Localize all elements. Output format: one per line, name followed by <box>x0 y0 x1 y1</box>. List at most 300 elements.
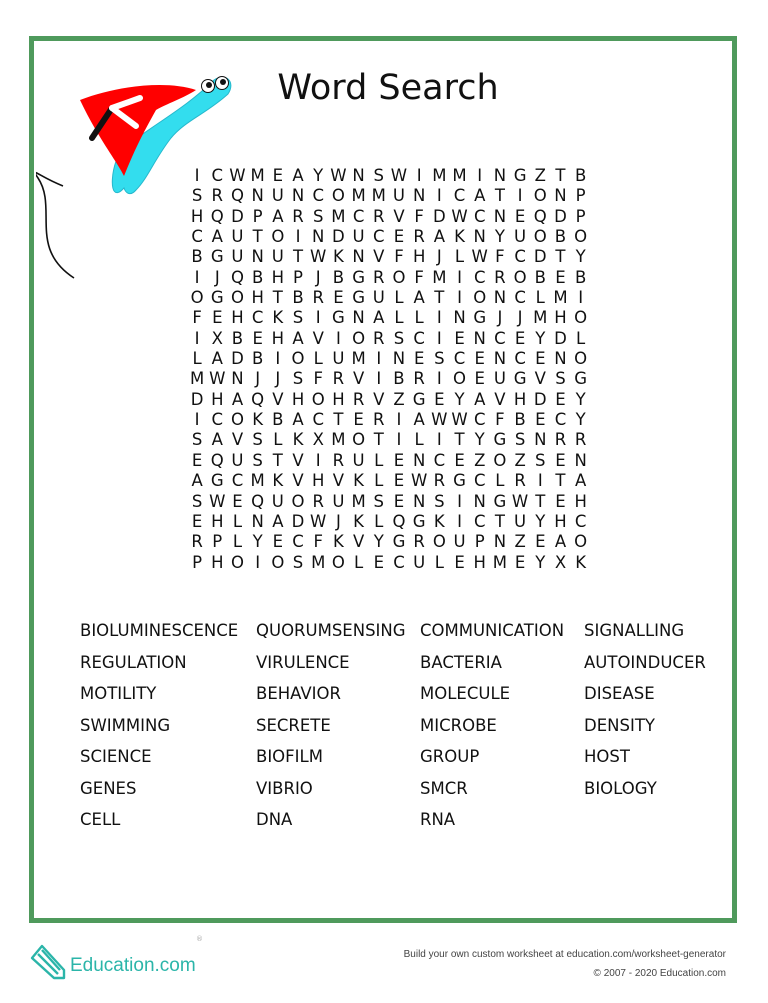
grid-letter: H <box>554 511 567 531</box>
grid-letter: R <box>413 227 425 247</box>
grid-letter: E <box>555 491 566 511</box>
grid-letter: R <box>413 369 425 389</box>
grid-letter: T <box>494 511 505 531</box>
grid-letter: A <box>231 389 244 409</box>
grid-letter: V <box>292 450 304 470</box>
grid-letter: T <box>272 450 283 470</box>
grid-letter: I <box>477 166 483 185</box>
grid-letter: W <box>471 247 488 267</box>
grid-letter: I <box>436 328 442 348</box>
grid-letter: N <box>493 206 507 226</box>
word-list-item: REGULATION <box>80 652 187 672</box>
grid-letter: N <box>493 166 507 185</box>
grid-letter: I <box>436 308 442 328</box>
grid-letter: H <box>412 247 426 267</box>
grid-letter: N <box>453 308 466 328</box>
grid-letter: U <box>332 349 345 369</box>
grid-letter: W <box>229 166 246 185</box>
grid-letter: U <box>514 511 527 531</box>
grid-letter: F <box>414 267 424 287</box>
grid-letter: B <box>514 410 526 430</box>
grid-letter: I <box>578 288 584 308</box>
grid-letter: L <box>273 430 283 450</box>
grid-letter: A <box>373 308 385 328</box>
grid-row <box>187 430 591 450</box>
grid-letter: C <box>413 328 425 348</box>
grid-letter: I <box>255 552 261 572</box>
grid-letter: N <box>412 491 426 511</box>
grid-letter: K <box>353 471 364 491</box>
grid-letter: P <box>192 552 203 572</box>
grid-letter: Y <box>474 430 485 450</box>
grid-letter: E <box>514 552 526 572</box>
grid-letter: T <box>292 247 304 267</box>
grid-letter: M <box>533 308 548 328</box>
grid-letter: N <box>554 349 567 369</box>
grid-letter: Q <box>230 267 244 287</box>
word-bank <box>80 620 730 841</box>
grid-letter: W <box>209 491 226 511</box>
grid-letter: G <box>210 288 224 308</box>
grid-letter: E <box>252 328 263 348</box>
grid-letter: K <box>272 308 284 328</box>
grid-letter: S <box>393 328 405 348</box>
grid-letter: M <box>553 288 568 308</box>
grid-letter: F <box>414 206 424 226</box>
grid-letter: E <box>514 206 526 226</box>
grid-letter: G <box>513 166 527 185</box>
grid-letter: S <box>434 491 445 511</box>
grid-letter: W <box>431 410 448 430</box>
word-list-item: BACTERIA <box>420 652 502 672</box>
grid-letter: E <box>393 227 405 247</box>
letter-grid <box>187 166 591 573</box>
grid-letter: G <box>513 369 527 389</box>
grid-letter: Z <box>514 532 526 552</box>
grid-letter: P <box>212 532 223 552</box>
grid-letter: S <box>252 430 263 450</box>
grid-letter: A <box>292 410 304 430</box>
grid-letter: R <box>514 471 526 491</box>
grid-letter: Z <box>393 389 405 409</box>
grid-letter: U <box>352 227 365 247</box>
grid-letter: Y <box>535 511 546 531</box>
grid-letter: V <box>373 389 385 409</box>
grid-row <box>187 247 591 267</box>
logo-text: Education.com <box>70 955 196 976</box>
grid-letter: I <box>537 471 543 491</box>
grid-letter: I <box>396 430 402 450</box>
grid-letter: L <box>495 471 505 491</box>
word-list-item: SECRETE <box>256 715 331 735</box>
grid-letter: E <box>272 532 284 552</box>
grid-letter: Q <box>392 511 406 531</box>
grid-letter: O <box>432 532 446 552</box>
grid-letter: C <box>473 410 486 430</box>
grid-letter: C <box>373 227 385 247</box>
grid-letter: Q <box>251 389 265 409</box>
grid-letter: J <box>497 308 503 328</box>
grid-letter: E <box>555 450 566 470</box>
word-list-item: GENES <box>80 778 137 798</box>
grid-letter: G <box>210 471 224 491</box>
grid-letter: I <box>194 328 200 348</box>
grid-row <box>187 268 591 288</box>
grid-letter: E <box>454 552 465 572</box>
grid-letter: W <box>330 166 347 185</box>
grid-letter: E <box>393 491 405 511</box>
grid-letter: N <box>493 532 507 552</box>
grid-letter: Y <box>575 410 586 430</box>
grid-letter: E <box>212 308 223 328</box>
grid-letter: X <box>312 430 324 450</box>
grid-letter: T <box>333 410 344 430</box>
grid-letter: A <box>292 166 304 185</box>
grid-letter: N <box>473 491 486 511</box>
grid-letter: E <box>333 288 344 308</box>
word-list-item: QUORUMSENSING <box>256 621 406 640</box>
grid-letter: G <box>392 532 406 552</box>
grid-letter: U <box>332 491 345 511</box>
grid-letter: O <box>574 227 588 247</box>
grid-letter: I <box>295 227 301 247</box>
word-list-item: BIOLOGY <box>584 778 657 798</box>
grid-letter: E <box>474 349 485 369</box>
grid-letter: A <box>292 328 304 348</box>
grid-letter: U <box>231 227 244 247</box>
grid-letter: T <box>555 247 566 267</box>
grid-letter: J <box>275 369 281 389</box>
grid-letter: C <box>453 349 466 369</box>
grid-letter: B <box>272 410 284 430</box>
grid-letter: Y <box>494 227 505 247</box>
grid-letter: A <box>554 532 567 552</box>
grid-letter: N <box>473 227 486 247</box>
grid-letter: L <box>454 247 465 267</box>
grid-letter: H <box>291 389 305 409</box>
grid-letter: P <box>252 206 263 226</box>
grid-letter: B <box>231 328 244 348</box>
grid-letter: U <box>231 450 244 470</box>
grid-letter: N <box>534 430 547 450</box>
grid-letter: O <box>230 410 244 430</box>
grid-letter: S <box>292 552 304 572</box>
grid-letter: N <box>412 450 426 470</box>
grid-letter: I <box>457 288 462 308</box>
grid-letter: N <box>312 227 325 247</box>
grid-letter: B <box>534 267 546 287</box>
grid-letter: L <box>576 328 586 348</box>
grid-letter: J <box>214 267 220 287</box>
grid-letter: C <box>433 450 446 470</box>
grid-letter: G <box>493 430 507 450</box>
grid-letter: B <box>292 288 304 308</box>
grid-letter: R <box>554 430 567 450</box>
grid-letter: R <box>574 430 587 450</box>
word-list-item: SWIMMING <box>80 715 171 735</box>
grid-letter: M <box>371 186 386 206</box>
grid-letter: G <box>352 288 365 308</box>
grid-letter: I <box>315 308 321 328</box>
grid-letter: C <box>514 349 526 369</box>
grid-letter: V <box>292 471 304 491</box>
grid-letter: P <box>575 186 586 206</box>
grid-letter: M <box>351 491 366 511</box>
grid-letter: S <box>191 186 203 206</box>
grid-letter: A <box>413 288 425 308</box>
grid-letter: B <box>251 349 264 369</box>
grid-letter: Y <box>313 166 324 185</box>
grid-row <box>187 329 591 349</box>
grid-letter: M <box>331 206 346 226</box>
grid-letter: O <box>230 552 244 572</box>
grid-letter: D <box>231 206 244 226</box>
grid-row <box>187 471 591 491</box>
grid-letter: G <box>473 308 487 328</box>
grid-letter: C <box>352 206 365 226</box>
grid-letter: J <box>255 369 261 389</box>
grid-letter: J <box>315 267 321 287</box>
grid-letter: I <box>335 328 341 348</box>
grid-letter: C <box>574 511 587 531</box>
grid-letter: I <box>376 349 382 369</box>
grid-letter: Y <box>373 532 384 552</box>
grid-letter: C <box>191 227 203 247</box>
grid-letter: Q <box>210 206 224 226</box>
grid-letter: W <box>451 410 468 430</box>
grid-letter: L <box>313 349 323 369</box>
grid-letter: E <box>191 511 203 531</box>
grid-letter: E <box>514 328 526 348</box>
grid-letter: F <box>192 308 202 328</box>
grid-letter: V <box>393 206 405 226</box>
grid-letter: L <box>535 288 545 308</box>
grid-letter: A <box>272 511 284 531</box>
grid-letter: J <box>436 247 442 267</box>
grid-letter: T <box>555 166 566 185</box>
grid-letter: T <box>494 186 505 206</box>
grid-letter: S <box>555 369 566 389</box>
grid-letter: O <box>574 532 588 552</box>
grid-letter: M <box>432 166 447 185</box>
grid-letter: K <box>272 471 284 491</box>
grid-letter: T <box>434 288 445 308</box>
grid-letter: A <box>413 410 425 430</box>
grid-letter: L <box>414 308 424 328</box>
grid-letter: R <box>373 328 385 348</box>
grid-letter: O <box>513 267 527 287</box>
grid-letter: F <box>495 247 505 267</box>
grid-letter: W <box>209 369 226 389</box>
grid-letter: C <box>211 410 224 430</box>
grid-letter: G <box>210 247 224 267</box>
grid-letter: O <box>574 308 588 328</box>
grid-letter: G <box>352 267 365 287</box>
grid-letter: X <box>211 328 223 348</box>
word-list-item: BIOLUMINESCENCE <box>80 621 239 640</box>
grid-letter: N <box>493 349 507 369</box>
grid-letter: C <box>211 166 224 185</box>
grid-letter: O <box>331 186 345 206</box>
grid-row <box>187 553 591 573</box>
grid-letter: C <box>473 471 486 491</box>
grid-letter: Y <box>575 389 586 409</box>
grid-letter: B <box>393 369 405 389</box>
grid-letter: O <box>453 369 467 389</box>
grid-letter: S <box>191 491 203 511</box>
grid-letter: I <box>275 349 281 369</box>
grid-letter: M <box>311 552 326 572</box>
grid-letter: Q <box>210 450 224 470</box>
grid-letter: O <box>473 288 487 308</box>
grid-letter: H <box>473 552 486 572</box>
grid-letter: G <box>412 389 426 409</box>
grid-letter: F <box>313 532 323 552</box>
grid-letter: D <box>190 389 204 409</box>
grid-letter: Z <box>534 166 546 185</box>
grid-letter: F <box>313 369 323 389</box>
grid-letter: K <box>454 227 465 247</box>
grid-letter: W <box>511 491 529 511</box>
grid-letter: E <box>555 267 566 287</box>
grid-letter: O <box>331 552 345 572</box>
grid-letter: V <box>231 430 244 450</box>
word-list-item: RNA <box>420 810 456 829</box>
grid-letter: O <box>311 389 325 409</box>
grid-letter: C <box>231 471 244 491</box>
grid-letter: A <box>272 206 284 226</box>
grid-letter: H <box>211 389 224 409</box>
grid-letter: C <box>473 206 486 226</box>
grid-letter: T <box>555 471 566 491</box>
grid-row <box>187 166 591 186</box>
grid-letter: R <box>373 410 385 430</box>
grid-letter: R <box>494 267 506 287</box>
grid-letter: U <box>392 186 405 206</box>
grid-letter: M <box>250 166 265 185</box>
grid-letter: E <box>535 410 546 430</box>
grid-letter: N <box>352 308 365 328</box>
grid-letter: J <box>335 511 341 531</box>
grid-letter: O <box>230 288 244 308</box>
grid-letter: A <box>433 227 445 247</box>
grid-letter: H <box>332 389 345 409</box>
grid-letter: K <box>433 511 445 531</box>
grid-letter: Y <box>252 532 263 552</box>
worksheet-generator-link[interactable]: Build your own custom worksheet at education.com/worksheet-generator <box>403 949 726 960</box>
grid-letter: E <box>393 450 405 470</box>
grid-letter: R <box>373 206 385 226</box>
grid-letter: R <box>332 369 345 389</box>
grid-letter: R <box>312 491 324 511</box>
grid-letter: S <box>292 308 304 328</box>
grid-letter: C <box>473 511 486 531</box>
grid-letter: H <box>190 206 204 226</box>
grid-letter: E <box>393 471 405 491</box>
grid-letter: O <box>291 349 305 369</box>
grid-letter: Q <box>251 491 265 511</box>
grid-letter: L <box>353 552 364 572</box>
grid-letter: S <box>514 430 526 450</box>
grid-letter: K <box>332 532 344 552</box>
grid-row <box>187 288 591 308</box>
grid-letter: I <box>457 267 462 287</box>
grid-letter: R <box>211 186 224 206</box>
grid-letter: D <box>533 389 547 409</box>
grid-letter: F <box>394 247 404 267</box>
grid-letter: E <box>191 450 203 470</box>
grid-letter: N <box>291 186 305 206</box>
grid-letter: A <box>211 349 223 369</box>
grid-letter: O <box>291 491 305 511</box>
grid-letter: E <box>413 349 425 369</box>
grid-letter: L <box>192 349 202 369</box>
grid-letter: K <box>575 552 587 572</box>
grid-letter: C <box>251 308 264 328</box>
grid-letter: S <box>292 369 304 389</box>
grid-letter: N <box>493 288 507 308</box>
grid-letter: Y <box>535 552 546 572</box>
education-logo[interactable] <box>28 940 208 984</box>
grid-letter: I <box>457 511 462 531</box>
grid-letter: S <box>434 349 445 369</box>
grid-row <box>187 369 591 389</box>
grid-letter: H <box>312 471 325 491</box>
grid-letter: U <box>514 227 527 247</box>
grid-row <box>187 492 591 512</box>
grid-letter: N <box>473 328 486 348</box>
grid-letter: D <box>231 349 244 369</box>
grid-letter: D <box>554 206 567 226</box>
grid-letter: K <box>292 430 304 450</box>
grid-letter: C <box>312 186 324 206</box>
grid-letter: S <box>373 166 385 185</box>
grid-letter: W <box>410 471 428 491</box>
grid-letter: L <box>434 552 444 572</box>
grid-row <box>187 410 591 430</box>
grid-letter: S <box>535 450 546 470</box>
grid-letter: C <box>473 267 486 287</box>
grid-letter: R <box>352 389 365 409</box>
grid-letter: W <box>310 511 327 531</box>
grid-letter: Z <box>514 450 526 470</box>
grid-letter: D <box>332 227 345 247</box>
grid-letter: V <box>534 369 546 389</box>
grid-letter: P <box>575 206 586 226</box>
grid-letter: T <box>454 430 465 450</box>
grid-letter: O <box>271 227 285 247</box>
grid-letter: H <box>211 511 224 531</box>
grid-letter: I <box>436 186 442 206</box>
grid-letter: O <box>574 349 588 369</box>
grid-letter: Q <box>533 206 547 226</box>
grid-letter: U <box>271 186 284 206</box>
grid-letter: O <box>190 288 204 308</box>
grid-row <box>187 390 591 410</box>
grid-letter: U <box>413 552 426 572</box>
grid-letter: D <box>291 511 305 531</box>
grid-letter: N <box>251 511 264 531</box>
grid-row <box>187 308 591 328</box>
grid-letter: Q <box>230 186 244 206</box>
grid-row <box>187 532 591 552</box>
grid-letter: E <box>555 389 566 409</box>
grid-letter: W <box>390 166 408 185</box>
grid-letter: O <box>533 227 547 247</box>
grid-letter: W <box>310 247 327 267</box>
grid-letter: R <box>191 532 203 552</box>
grid-letter: R <box>413 532 425 552</box>
